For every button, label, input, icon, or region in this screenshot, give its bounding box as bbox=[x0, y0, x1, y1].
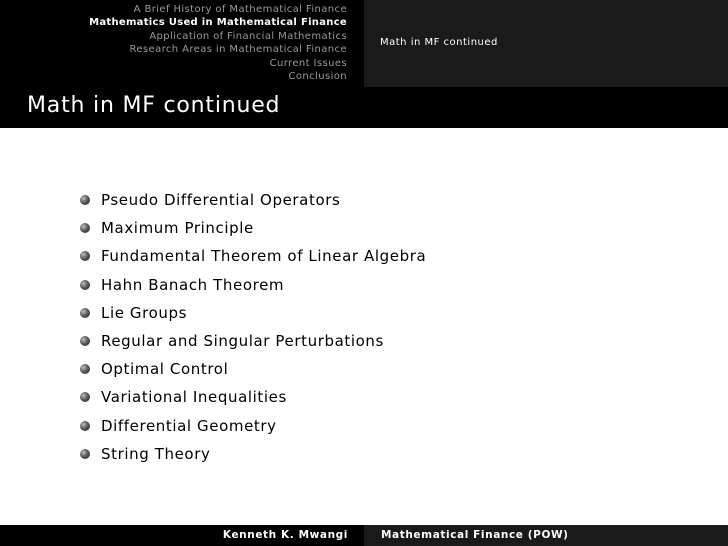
bullet-icon bbox=[80, 308, 90, 318]
nav-section-current-issues[interactable]: Current Issues bbox=[269, 57, 347, 69]
bullet-icon bbox=[80, 392, 90, 402]
nav-section-conclusion[interactable]: Conclusion bbox=[288, 71, 347, 83]
list-item-text: Differential Geometry bbox=[101, 416, 277, 435]
bullet-icon bbox=[80, 336, 90, 346]
list-item bbox=[79, 327, 426, 355]
nav-section-application[interactable]: Application of Financial Mathematics bbox=[149, 30, 347, 42]
frame-title-bar bbox=[0, 87, 728, 128]
list-item bbox=[79, 383, 426, 411]
subsection-navigation bbox=[364, 0, 728, 87]
footline-bar bbox=[0, 525, 728, 546]
list-item-text: Hahn Banach Theorem bbox=[101, 275, 285, 294]
bullet-icon bbox=[80, 449, 90, 459]
nav-section-history[interactable]: A Brief History of Mathematical Finance bbox=[133, 4, 347, 15]
list-item bbox=[79, 412, 426, 440]
list-item bbox=[79, 271, 426, 299]
bullet-icon bbox=[80, 280, 90, 290]
list-item-text: Pseudo Differential Operators bbox=[101, 191, 341, 210]
list-item-text: Lie Groups bbox=[101, 303, 188, 322]
bullet-icon bbox=[80, 223, 90, 233]
presentation-title: Mathematical Finance (POW) bbox=[381, 529, 569, 541]
list-item-text: String Theory bbox=[101, 444, 211, 463]
author-name: Kenneth K. Mwangi bbox=[222, 529, 348, 541]
list-item bbox=[79, 242, 426, 270]
list-item bbox=[79, 214, 426, 242]
section-navigation bbox=[0, 0, 364, 87]
section-list bbox=[89, 3, 347, 83]
list-item bbox=[79, 355, 426, 383]
bullet-icon bbox=[80, 421, 90, 431]
list-item bbox=[79, 440, 426, 468]
bullet-icon bbox=[80, 364, 90, 374]
bullet-icon bbox=[80, 251, 90, 261]
nav-section-mathematics-used[interactable]: Mathematics Used in Mathematical Finance bbox=[89, 17, 347, 29]
list-item-text: Variational Inequalities bbox=[101, 388, 287, 407]
page-title: Math in MF continued bbox=[27, 93, 281, 118]
bullet-list bbox=[79, 186, 426, 468]
list-item-text: Regular and Singular Perturbations bbox=[101, 332, 384, 351]
list-item bbox=[79, 186, 426, 214]
nav-subsection-current[interactable]: Math in MF continued bbox=[380, 37, 498, 48]
list-item-text: Maximum Principle bbox=[101, 219, 254, 238]
headline-bar bbox=[0, 0, 728, 87]
nav-section-research-areas[interactable]: Research Areas in Mathematical Finance bbox=[129, 44, 347, 56]
list-item-text: Fundamental Theorem of Linear Algebra bbox=[101, 247, 427, 266]
footline-author-box bbox=[0, 525, 364, 546]
footline-title-box bbox=[364, 525, 728, 546]
list-item-text: Optimal Control bbox=[101, 360, 229, 379]
bullet-icon bbox=[80, 195, 90, 205]
list-item bbox=[79, 299, 426, 327]
slide-content bbox=[0, 128, 728, 525]
